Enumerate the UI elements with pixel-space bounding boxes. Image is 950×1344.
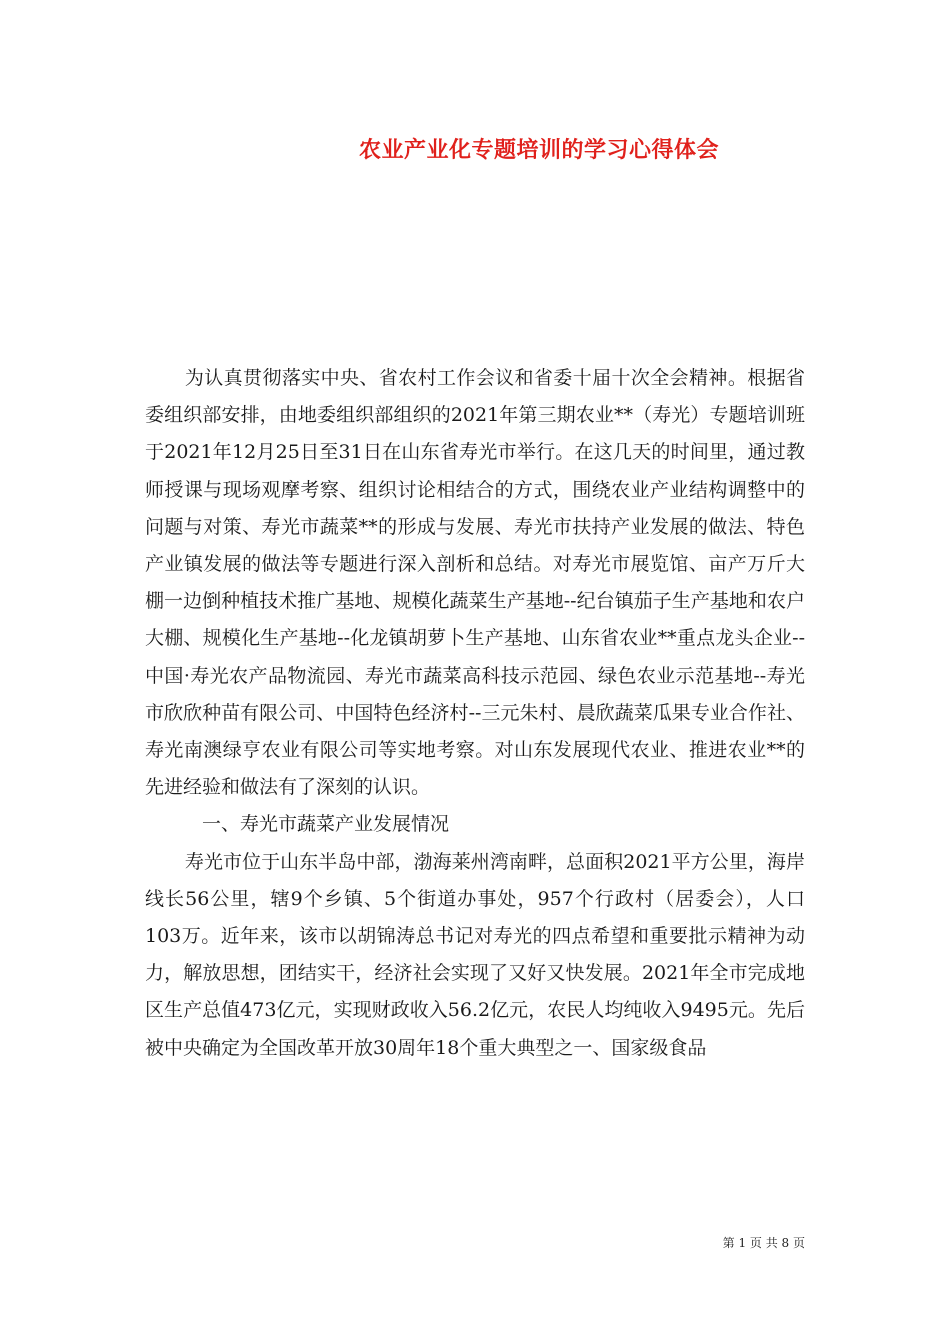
section-heading: 一、寿光市蔬菜产业发展情况: [202, 813, 450, 836]
section-paragraph: 寿光市位于山东半岛中部，渤海莱州湾南畔，总面积2021平方公里，海岸线长56公里，辖9个乡镇、5个街道办事处，957个行政村（居委会），人口103万。近年来，该市以胡锦涛总书记对寿光的四点希望和重要批示精神为动力，解放思想，团结实干，经济社会实现了又好又快发展。2021年全市完成地区生产总值473亿元，实现财政收入56.2亿元，农民人均纯收入9495元。先后被中央确定为全国改革开放30周年18个重大典型之一、国家级食品: [145, 850, 805, 1059]
page-number: 第 1 页 共 8 页: [722, 1236, 805, 1250]
document-body: [145, 360, 805, 1067]
document-title: 农业产业化专题培训的学习心得体会: [358, 137, 719, 163]
intro-paragraph: 为认真贯彻落实中央、省农村工作会议和省委十届十次全会精神。根据省委组织部安排，由地委组织部组织的2021年第三期农业**（寿光）专题培训班于2021年12月25日至31日在山东省寿光市举行。在这几天的时间里，通过教师授课与现场观摩考察、组织讨论相结合的方式，围绕农业产业结构调整中的问题与对策、寿光市蔬菜**的形成与发展、寿光市扶持产业发展的做法、特色产业镇发展的做法等专题进行深入剖析和总结。对寿光市展览馆、亩产万斤大棚一边倒种植技术推广基地、规模化蔬菜生产基地--纪台镇茄子生产基地和农户大棚、规模化生产基地--化龙镇胡萝卜生产基地、山东省农业**重点龙头企业--中国·寿光农产品物流园、寿光市蔬菜高科技示范园、绿色农业示范基地--寿光市欣欣种苗有限公司、中国特色经济村--三元朱村、晨欣蔬菜瓜果专业合作社、寿光南澳绿亨农业有限公司等实地考察。对山东发展现代农业、推进农业**的先进经验和做法有了深刻的认识。: [145, 367, 805, 799]
